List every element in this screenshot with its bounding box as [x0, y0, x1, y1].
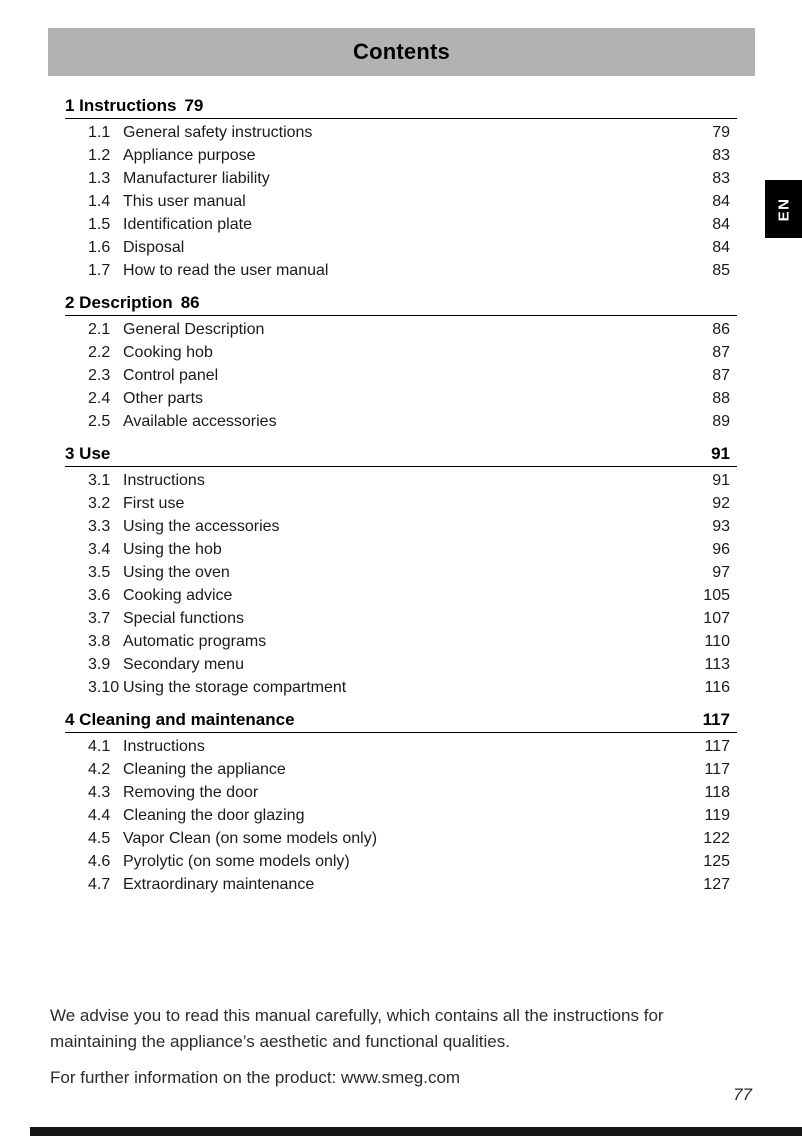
- toc-item-number: 3.2: [88, 495, 111, 512]
- toc-item-page: 113: [704, 656, 730, 673]
- toc-item-title: Manufacturer liability: [123, 170, 270, 187]
- toc-section-label: 2 Description: [65, 293, 173, 312]
- toc-item-title: Instructions: [123, 738, 205, 755]
- toc-section: [65, 709, 737, 896]
- toc-item-title: Special functions: [123, 610, 244, 627]
- toc-item-title: First use: [123, 495, 185, 512]
- toc-item-number: 1.3: [88, 170, 111, 187]
- toc-item-number: 2.2: [88, 344, 111, 361]
- toc-item-page: 88: [712, 390, 730, 407]
- toc-section: [65, 443, 737, 699]
- toc-item-page: 84: [712, 193, 730, 210]
- toc-item-page: 79: [712, 124, 730, 141]
- toc-item: [65, 873, 737, 896]
- toc-item-title: General Description: [123, 321, 265, 338]
- toc-item: [65, 341, 737, 364]
- toc-item-number: 4.5: [88, 830, 111, 847]
- toc-item-title: Appliance purpose: [123, 147, 256, 164]
- language-tab-label: EN: [775, 197, 792, 221]
- toc-item-title: Using the hob: [123, 541, 222, 558]
- toc-item-number: 3.9: [88, 656, 111, 673]
- toc-item-page: 87: [712, 344, 730, 361]
- toc-item-page: 83: [712, 147, 730, 164]
- contents-header-bar: [48, 28, 755, 76]
- toc-item: [65, 213, 737, 236]
- footer-advice-text: We advise you to read this manual carefully, which contains all the instructions for maintaining the appliance’s aesthetic and functional qualities.: [50, 1006, 664, 1051]
- toc-item: [65, 364, 737, 387]
- toc-item-page: 122: [703, 830, 730, 847]
- toc-item-page: 83: [712, 170, 730, 187]
- toc-item-number: 3.5: [88, 564, 111, 581]
- toc-item: [65, 144, 737, 167]
- table-of-contents: [65, 95, 737, 906]
- toc-item-number: 3.1: [88, 472, 111, 489]
- toc-item-number: 4.3: [88, 784, 111, 801]
- toc-item-title: Available accessories: [123, 413, 277, 430]
- toc-item: [65, 827, 737, 850]
- toc-item-page: 87: [712, 367, 730, 384]
- toc-item-number: 2.1: [88, 321, 111, 338]
- toc-item-page: 93: [712, 518, 730, 535]
- toc-item: [65, 735, 737, 758]
- toc-item-title: Cleaning the door glazing: [123, 807, 305, 824]
- toc-item-number: 1.4: [88, 193, 111, 210]
- toc-item-number: 1.1: [88, 124, 111, 141]
- toc-item-number: 4.4: [88, 807, 111, 824]
- footer-note: [50, 1003, 705, 1091]
- toc-item-number: 4.1: [88, 738, 111, 755]
- toc-item: [65, 387, 737, 410]
- toc-item: [65, 410, 737, 433]
- toc-item-title: Vapor Clean (on some models only): [123, 830, 378, 847]
- toc-item-page: 119: [704, 807, 730, 824]
- toc-item-number: 4.6: [88, 853, 111, 870]
- toc-item: [65, 561, 737, 584]
- toc-item: [65, 167, 737, 190]
- toc-item: [65, 259, 737, 282]
- toc-item-title: Cooking hob: [123, 344, 213, 361]
- toc-item-page: 125: [703, 853, 730, 870]
- toc-item-page: 105: [703, 587, 730, 604]
- toc-item-page: 117: [704, 761, 730, 778]
- toc-item-page: 96: [712, 541, 730, 558]
- toc-item-title: Disposal: [123, 239, 185, 256]
- toc-section: [65, 95, 737, 282]
- toc-item-page: 97: [712, 564, 730, 581]
- page-number: 77: [733, 1085, 752, 1104]
- toc-item-page: 89: [712, 413, 730, 430]
- toc-item-number: 3.7: [88, 610, 111, 627]
- toc-item-title: Removing the door: [123, 784, 259, 801]
- toc-item: [65, 492, 737, 515]
- toc-item: [65, 121, 737, 144]
- toc-item-title: Extraordinary maintenance: [123, 876, 315, 893]
- toc-item-title: Control panel: [123, 367, 219, 384]
- toc-item: [65, 653, 737, 676]
- toc-section-label: 4 Cleaning and maintenance: [65, 710, 295, 729]
- toc-item-title: Automatic programs: [123, 633, 267, 650]
- toc-item: [65, 515, 737, 538]
- toc-section-page: 117: [702, 710, 730, 729]
- toc-section-page: 79: [184, 96, 204, 115]
- toc-section-header: [65, 709, 737, 733]
- toc-item-number: 2.5: [88, 413, 111, 430]
- toc-item: [65, 676, 737, 699]
- toc-section-label: 3 Use: [65, 444, 111, 463]
- toc-section-header: [65, 292, 737, 316]
- toc-item-title: Identification plate: [123, 216, 252, 233]
- toc-item-number: 1.6: [88, 239, 111, 256]
- toc-item-number: 1.5: [88, 216, 111, 233]
- toc-item-page: 84: [712, 216, 730, 233]
- toc-item-page: 84: [712, 239, 730, 256]
- toc-item-number: 3.4: [88, 541, 111, 558]
- toc-item-page: 127: [703, 876, 730, 893]
- toc-item-title: Secondary menu: [123, 656, 244, 673]
- toc-item-page: 118: [704, 784, 730, 801]
- toc-section-header: [65, 443, 737, 467]
- toc-item-title: Cooking advice: [123, 587, 233, 604]
- toc-item-title: Pyrolytic (on some models only): [123, 853, 350, 870]
- toc-item: [65, 630, 737, 653]
- toc-item-number: 4.7: [88, 876, 111, 893]
- toc-item-page: 91: [712, 472, 730, 489]
- toc-item: [65, 850, 737, 873]
- toc-item: [65, 804, 737, 827]
- toc-item: [65, 538, 737, 561]
- toc-item: [65, 584, 737, 607]
- toc-item-number: 2.3: [88, 367, 111, 384]
- toc-item-title: This user manual: [123, 193, 246, 210]
- toc-item-title: How to read the user manual: [123, 262, 329, 279]
- toc-item: [65, 190, 737, 213]
- toc-item: [65, 607, 737, 630]
- toc-item-number: 4.2: [88, 761, 111, 778]
- toc-item-page: 116: [704, 679, 730, 696]
- toc-item-number: 3.8: [88, 633, 111, 650]
- footer-info-text: For further information on the product: www.smeg.com: [50, 1068, 461, 1087]
- toc-item-page: 117: [704, 738, 730, 755]
- toc-item-number: 1.7: [88, 262, 111, 279]
- toc-section-label: 1 Instructions: [65, 96, 177, 115]
- toc-item-number: 3.3: [88, 518, 111, 535]
- toc-section-page: 86: [180, 293, 200, 312]
- bottom-edge-bar: [30, 1127, 802, 1136]
- toc-item-page: 92: [712, 495, 730, 512]
- toc-item-page: 110: [704, 633, 730, 650]
- toc-item: [65, 781, 737, 804]
- toc-item-page: 107: [703, 610, 730, 627]
- toc-item: [65, 758, 737, 781]
- page-title: Contents: [353, 39, 450, 64]
- toc-item-title: Using the oven: [123, 564, 230, 581]
- toc-section: [65, 292, 737, 433]
- toc-item: [65, 469, 737, 492]
- toc-item-title: Cleaning the appliance: [123, 761, 286, 778]
- toc-item: [65, 318, 737, 341]
- toc-item-title: Other parts: [123, 390, 204, 407]
- toc-item-page: 86: [712, 321, 730, 338]
- toc-item-number: 3.6: [88, 587, 111, 604]
- toc-item-number: 1.2: [88, 147, 111, 164]
- toc-item: [65, 236, 737, 259]
- toc-item-title: Instructions: [123, 472, 205, 489]
- language-tab: [765, 180, 802, 238]
- toc-section-header: [65, 95, 737, 119]
- toc-item-title: Using the accessories: [123, 518, 280, 535]
- toc-item-title: Using the storage compartment: [123, 679, 347, 696]
- toc-item-number: 3.10: [88, 679, 120, 696]
- toc-item-page: 85: [712, 262, 730, 279]
- toc-item-title: General safety instructions: [123, 124, 313, 141]
- toc-item-number: 2.4: [88, 390, 111, 407]
- toc-section-page: 91: [711, 444, 730, 463]
